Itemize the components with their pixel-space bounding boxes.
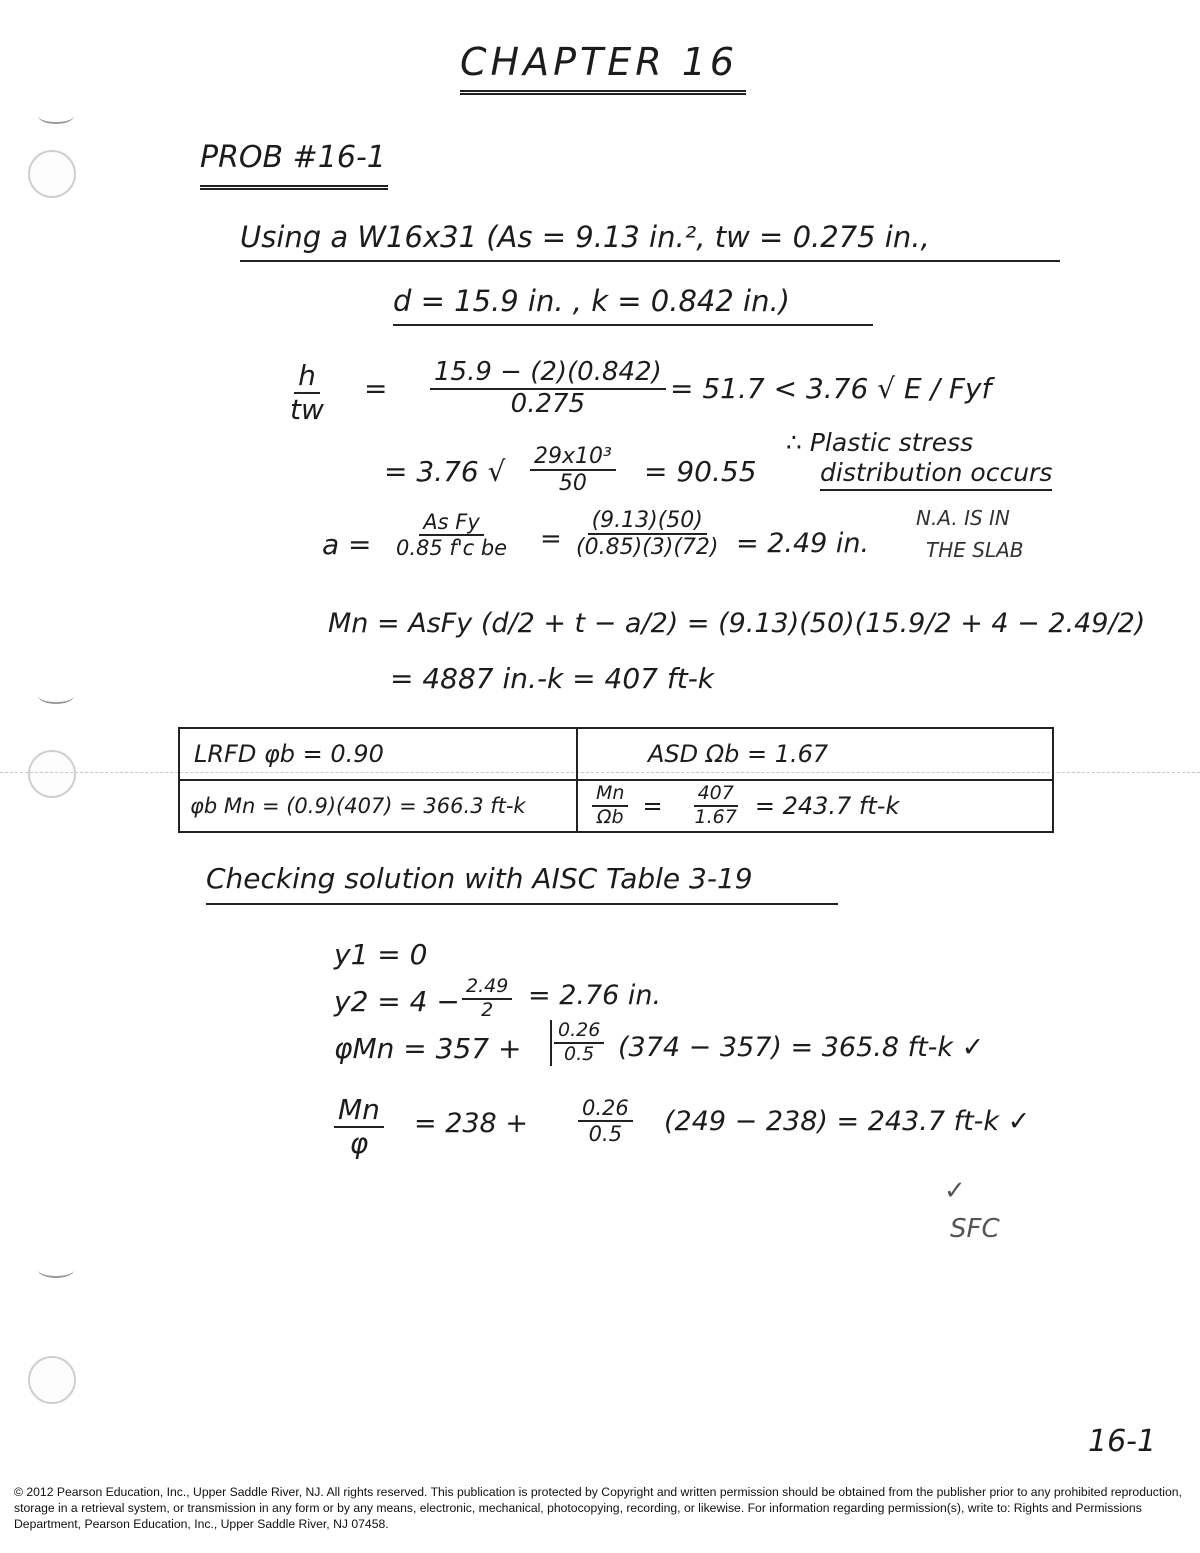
na-note-1: N.A. IS IN [916, 506, 1010, 530]
a-den-2: (0.85)(3)(72) [576, 535, 719, 561]
given-line-1: Using a W16x31 (As = 9.13 in.², tw = 0.275 in., [240, 220, 1060, 262]
problem-label: PROB #16-1 [200, 140, 388, 190]
asd-lhs-num: Mn [592, 783, 628, 807]
a-lhs: a = [322, 528, 372, 561]
htw-lhs-num: h [294, 360, 320, 394]
mnphi-lhs-num: Mn [334, 1094, 384, 1128]
binder-mark [38, 688, 74, 704]
htw-lhs-den: tw [290, 393, 324, 427]
conclusion-line-2: distribution occurs [820, 458, 1052, 491]
phimn-num: 0.26 [554, 1020, 604, 1044]
asd-num: 407 [694, 783, 738, 807]
asd-den: 1.67 [694, 806, 737, 828]
y2-num: 2.49 [462, 976, 512, 1000]
y1-line: y1 = 0 [334, 938, 428, 971]
mn-line-2: = 4887 in.-k = 407 ft-k [390, 662, 715, 695]
copyright-footer: © 2012 Pearson Education, Inc., Upper Saddle River, NJ. All rights reserved. This publication is protected by Copyright and written permission should be obtained from the publisher prior to any prohibited reproduction, storage in a retrieval system, or transmission in any form or by any means, electronic, mechanical, photocopying, recording, or likewise. For information regarding permission(s), write to: Rights and Permissions Department, Pearson Education, Inc., Upper Saddle River, NJ 07458. [14, 1485, 1182, 1531]
y2-a: y2 = 4 − [334, 985, 460, 1018]
htw-lhs [286, 360, 328, 426]
htw-eq: = [364, 372, 388, 405]
asd-lhs-den: Ωb [596, 806, 624, 828]
a-eq: = [540, 524, 562, 554]
mnphi-lhs-den: φ [349, 1127, 369, 1161]
mnphi-fraction [578, 1096, 633, 1146]
htw-num: 15.9 − (2)(0.842) [430, 358, 666, 390]
mn-line-1: Mn = AsFy (d/2 + t − a/2) = (9.13)(50)(15.9/2 + 4 − 2.49/2) [328, 608, 1146, 639]
mnphi-a: = 238 + [414, 1108, 528, 1139]
asd-fraction [691, 783, 741, 829]
htw-line2-a: = 3.76 √ [384, 455, 506, 488]
htw-line2-den: 50 [558, 471, 587, 497]
htw-line2-num: 29x10³ [530, 444, 616, 471]
given-line-2: d = 15.9 in. , k = 0.842 in.) [393, 284, 873, 326]
a-den: 0.85 f'c be [396, 536, 508, 561]
punch-hole [28, 150, 76, 198]
asd-lhs [592, 783, 628, 829]
a-fraction [392, 510, 511, 560]
na-note-2: THE SLAB [926, 538, 1024, 562]
punch-hole [28, 750, 76, 798]
phimn-fraction [550, 1020, 604, 1066]
check-heading: Checking solution with AISC Table 3-19 [206, 862, 838, 905]
design-strength-table [178, 727, 1054, 833]
y2-fraction [462, 976, 512, 1022]
mnphi-den: 0.5 [588, 1122, 623, 1147]
htw-den: 0.275 [510, 388, 586, 419]
htw-line2-b: = 90.55 [644, 455, 757, 488]
asd-header: ASD Ωb = 1.67 [577, 728, 1053, 780]
mnphi-b: (249 − 238) = 243.7 ft-k ✓ [664, 1106, 1031, 1137]
binder-mark [38, 108, 74, 124]
mnphi-num: 0.26 [578, 1096, 633, 1122]
phimn-b: (374 − 357) = 365.8 ft-k ✓ [618, 1032, 985, 1063]
conclusion-line-1: ∴ Plastic stress [786, 428, 974, 457]
lrfd-value: φb Mn = (0.9)(407) = 366.3 ft-k [179, 780, 577, 832]
y2-b: = 2.76 in. [528, 980, 662, 1011]
phimn-a: φMn = 357 + [334, 1032, 522, 1065]
a-num: As Fy [419, 510, 484, 536]
htw-fraction [430, 358, 666, 420]
a-num-2: (9.13)(50) [588, 508, 707, 535]
punch-hole [28, 1356, 76, 1404]
htw-result: = 51.7 < 3.76 √ E / Fyf [670, 372, 992, 405]
chapter-title: CHAPTER 16 [460, 40, 746, 95]
y2-den: 2 [481, 998, 494, 1021]
binder-mark [38, 1262, 74, 1278]
checker-mark: ✓ [944, 1176, 966, 1206]
asd-eq: = [642, 792, 663, 820]
phimn-den: 0.5 [564, 1042, 595, 1065]
a-fraction-2 [572, 508, 722, 561]
asd-value-cell [577, 780, 1053, 832]
a-result: = 2.49 in. [736, 528, 870, 559]
mnphi-lhs [334, 1094, 384, 1160]
htw-line2-fraction [530, 444, 616, 497]
lrfd-header: LRFD φb = 0.90 [179, 728, 577, 780]
checker-initials: SFC [950, 1214, 1000, 1244]
page-number: 16-1 [1088, 1424, 1157, 1459]
asd-result: = 243.7 ft-k [754, 792, 900, 820]
